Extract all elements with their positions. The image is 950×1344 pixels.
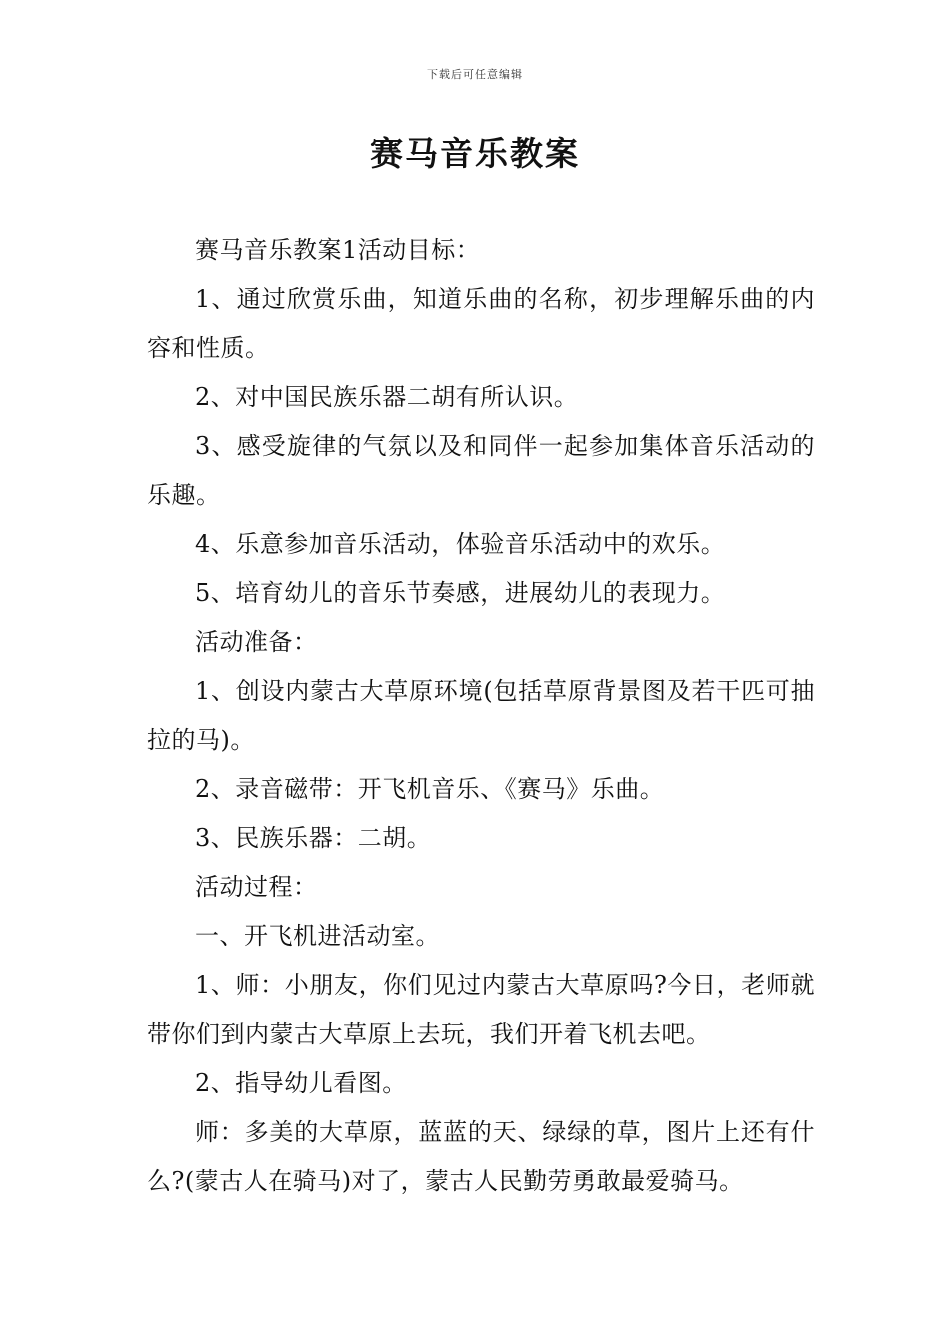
paragraph: 4、乐意参加音乐活动，体验音乐活动中的欢乐。	[195, 530, 726, 558]
paragraph: 2、指导幼儿看图。	[195, 1069, 407, 1097]
paragraph: 赛马音乐教案1活动目标：	[195, 236, 481, 264]
paragraph: 2、对中国民族乐器二胡有所认识。	[195, 383, 579, 411]
document-body	[147, 226, 815, 1206]
header-note: 下载后可任意编辑	[427, 68, 523, 81]
paragraph: 5、培育幼儿的音乐节奏感，进展幼儿的表现力。	[195, 579, 726, 607]
paragraph: 一、开飞机进活动室。	[195, 922, 440, 950]
paragraph: 2、录音磁带：开飞机音乐、《赛马》乐曲。	[195, 775, 665, 803]
paragraph: 1、创设内蒙古大草原环境(包括草原背景图及若干匹可抽拉的马)。	[147, 677, 815, 754]
paragraph: 3、感受旋律的气氛以及和同伴一起参加集体音乐活动的乐趣。	[147, 432, 815, 509]
paragraph: 活动过程：	[195, 873, 318, 901]
paragraph: 活动准备：	[195, 628, 318, 656]
document-title: 赛马音乐教案	[370, 134, 580, 173]
paragraph: 1、通过欣赏乐曲，知道乐曲的名称，初步理解乐曲的内容和性质。	[147, 285, 815, 362]
paragraph: 1、师：小朋友，你们见过内蒙古大草原吗?今日，老师就带你们到内蒙古大草原上去玩，我们开着飞机去吧。	[147, 971, 815, 1048]
paragraph: 师：多美的大草原，蓝蓝的天、绿绿的草，图片上还有什么?(蒙古人在骑马)对了，蒙古人民勤劳勇敢最爱骑马。	[147, 1118, 815, 1195]
paragraph: 3、民族乐器：二胡。	[195, 824, 432, 852]
